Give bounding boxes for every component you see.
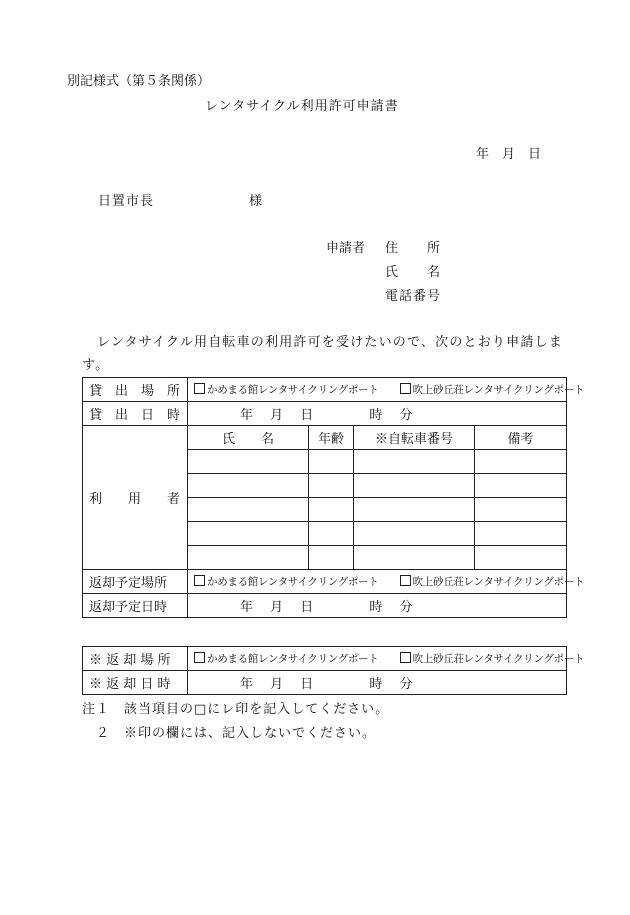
user-bike-cell[interactable] (354, 498, 475, 522)
col-name: 氏 名 (188, 426, 309, 450)
user-remarks-cell[interactable] (475, 450, 567, 474)
user-name-cell[interactable] (188, 498, 309, 522)
user-remarks-cell[interactable] (475, 546, 567, 570)
note-2: ２ ※印の欄には、記入しないでください。 (82, 726, 377, 741)
checkbox-fukiage[interactable] (400, 652, 411, 663)
checkbox-kamemaru[interactable] (194, 383, 205, 394)
actual-return-place-label: ※ 返 却 場 所 (83, 647, 188, 671)
col-remarks: 備考 (475, 426, 567, 450)
option-fukiage: 吹上砂丘荘レンタサイクリングポート (412, 384, 585, 396)
option-kamemaru: かめまる館レンタサイクリングポート (207, 653, 379, 665)
user-bike-cell[interactable] (354, 474, 475, 498)
user-age-cell[interactable] (309, 450, 354, 474)
checkbox-kamemaru[interactable] (194, 575, 205, 586)
addressee-name: 日置市長 (98, 194, 155, 209)
note-1: 注１ 該当項目の□にレ印を記入してください。 (82, 702, 390, 717)
user-age-cell[interactable] (309, 498, 354, 522)
user-age-cell[interactable] (309, 474, 354, 498)
user-label: 利 用 者 (83, 426, 188, 570)
user-remarks-cell[interactable] (475, 474, 567, 498)
user-age-cell[interactable] (309, 546, 354, 570)
user-age-cell[interactable] (309, 522, 354, 546)
user-bike-cell[interactable] (354, 522, 475, 546)
return-datetime-field[interactable]: 年 月 日 時 分 (188, 594, 567, 618)
rental-place-label: 貸 出 場 所 (83, 378, 188, 402)
rental-place-options (188, 378, 585, 402)
col-bike-number: ※自転車番号 (354, 426, 475, 450)
applicant-label: 申請者 (326, 241, 366, 256)
actual-return-datetime-label: ※ 返 却 日 時 (83, 671, 188, 695)
actual-return-place-options (188, 647, 585, 671)
col-age: 年齢 (309, 426, 354, 450)
rental-datetime-field[interactable]: 年 月 日 時 分 (188, 402, 567, 426)
rental-table (82, 377, 585, 618)
date-placeholder: 年 月 日 (476, 147, 542, 162)
user-name-cell[interactable] (188, 546, 309, 570)
notes (82, 698, 389, 746)
checkbox-fukiage[interactable] (400, 383, 411, 394)
form-label: 別記様式（第５条関係） (67, 74, 211, 89)
user-name-cell[interactable] (188, 450, 309, 474)
user-name-cell[interactable] (188, 522, 309, 546)
office-use-table (82, 646, 585, 695)
user-bike-cell[interactable] (354, 546, 475, 570)
option-kamemaru: かめまる館レンタサイクリングポート (207, 384, 379, 396)
addressee-honorific: 様 (249, 194, 263, 209)
return-place-label: 返却予定場所 (83, 570, 188, 594)
address-label: 住 所 (385, 241, 442, 256)
user-bike-cell[interactable] (354, 450, 475, 474)
actual-return-datetime-field[interactable]: 年 月 日 時 分 (188, 671, 567, 695)
option-kamemaru: かめまる館レンタサイクリングポート (207, 576, 379, 588)
user-remarks-cell[interactable] (475, 498, 567, 522)
applicant-fields (385, 237, 441, 309)
option-fukiage: 吹上砂丘荘レンタサイクリングポート (412, 576, 585, 588)
phone-label: 電話番号 (385, 289, 442, 304)
return-place-options (188, 570, 585, 594)
request-text: レンタサイクル用自転車の利用許可を受けたいので、次のとおり申請します。 (82, 335, 563, 373)
rental-datetime-label: 貸 出 日 時 (83, 402, 188, 426)
checkbox-kamemaru[interactable] (194, 652, 205, 663)
name-label: 氏 名 (385, 265, 442, 280)
user-remarks-cell[interactable] (475, 522, 567, 546)
option-fukiage: 吹上砂丘荘レンタサイクリングポート (412, 653, 585, 665)
return-datetime-label: 返却予定日時 (83, 594, 188, 618)
user-name-cell[interactable] (188, 474, 309, 498)
document-title: レンタサイクル利用許可申請書 (205, 99, 399, 114)
checkbox-fukiage[interactable] (400, 575, 411, 586)
